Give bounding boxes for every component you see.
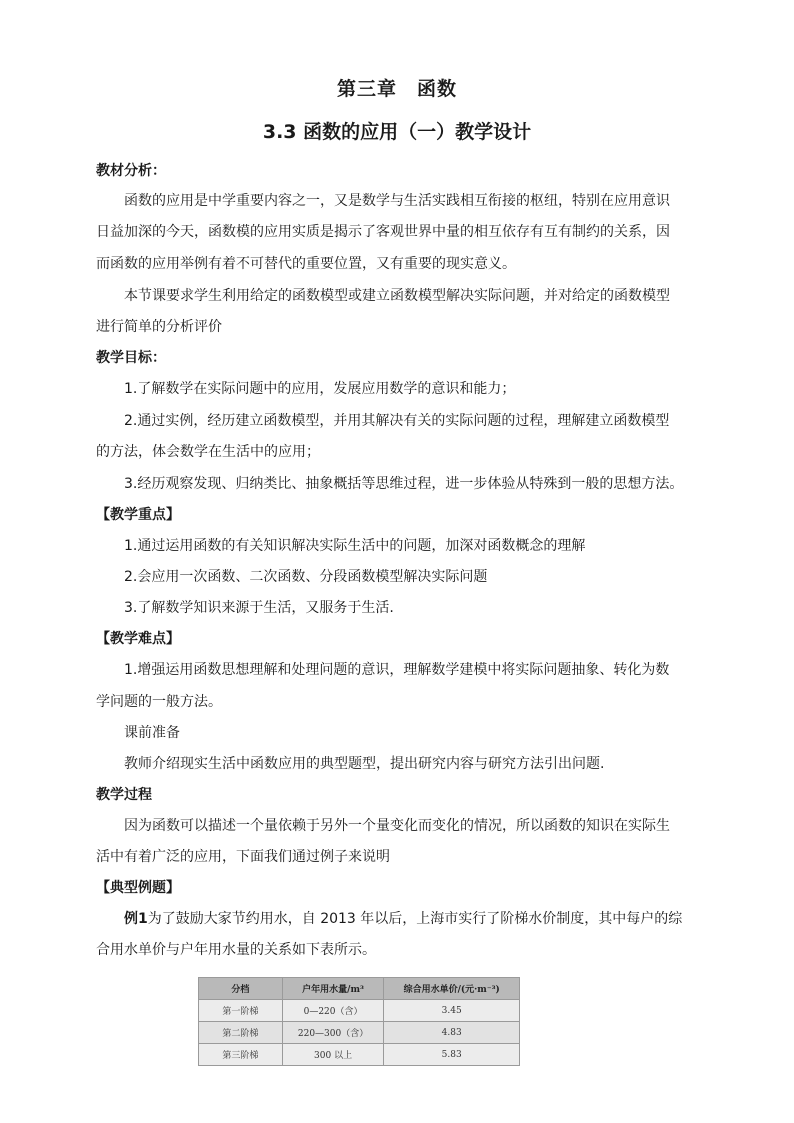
section-heading-key-points: 【教学重点】	[96, 507, 180, 523]
paragraph-line: 函数的应用是中学重要内容之一，又是数学与生活实践相互衔接的枢纽，特别在应用意识	[124, 193, 670, 209]
table-cell: 220—300（含）	[282, 1022, 384, 1044]
section-heading-examples: 【典型例题】	[96, 880, 180, 896]
goal-item: 2.通过实例，经历建立函数模型，并用其解决有关的实际问题的过程，理解建立函数模型	[124, 413, 670, 429]
preparation-heading: 课前准备	[124, 725, 180, 741]
lesson-title: 3.3 函数的应用（一）教学设计	[262, 121, 532, 143]
table-header-cell: 分档	[199, 978, 283, 1000]
table-header-cell: 户年用水量/m³	[282, 978, 384, 1000]
table-cell: 300 以上	[282, 1044, 384, 1066]
water-price-table	[198, 977, 520, 1066]
paragraph-line: 日益加深的今天，函数模的应用实质是揭示了客观世界中量的相互依存有互有制约的关系，因	[96, 224, 670, 240]
paragraph-line: 因为函数可以描述一个量依赖于另外一个量变化而变化的情况，所以函数的知识在实际生	[124, 818, 670, 834]
paragraph-line: 而函数的应用举例有着不可替代的重要位置，又有重要的现实意义。	[96, 256, 516, 272]
chapter-title: 第三章 函数	[336, 78, 457, 100]
section-heading-material: 教材分析：	[96, 163, 166, 179]
key-point-item: 3.了解数学知识来源于生活，又服务于生活.	[124, 600, 394, 616]
example-label: 例1	[124, 911, 148, 927]
table-cell: 第二阶梯	[199, 1022, 283, 1044]
table-row	[199, 1000, 520, 1022]
table-cell: 4.83	[384, 1022, 520, 1044]
key-point-item: 1.通过运用函数的有关知识解决实际生活中的问题，加深对函数概念的理解	[124, 538, 586, 554]
paragraph-line: 本节课要求学生利用给定的函数模型或建立函数模型解决实际问题，并对给定的函数模型	[124, 288, 670, 304]
table-row	[199, 1022, 520, 1044]
table-header-cell: 综合用水单价/(元·m⁻³)	[384, 978, 520, 1000]
key-point-item: 2.会应用一次函数、二次函数、分段函数模型解决实际问题	[124, 569, 488, 585]
table-cell: 5.83	[384, 1044, 520, 1066]
goal-item-continued: 的方法，体会数学在生活中的应用；	[96, 444, 320, 460]
table-cell: 3.45	[384, 1000, 520, 1022]
section-heading-difficulties: 【教学难点】	[96, 631, 180, 647]
table-cell: 第三阶梯	[199, 1044, 283, 1066]
preparation-text: 教师介绍现实生活中函数应用的典型题型，提出研究内容与研究方法引出问题.	[124, 756, 605, 772]
difficulty-item-continued: 学问题的一般方法。	[96, 694, 222, 710]
table-cell: 第一阶梯	[199, 1000, 283, 1022]
goal-item: 1.了解数学在实际问题中的应用，发展应用数学的意识和能力；	[124, 381, 516, 397]
example-line	[124, 909, 682, 929]
goal-item: 3.经历观察发现、归纳类比、抽象概括等思维过程，进一步体验从特殊到一般的思想方法。	[124, 476, 684, 492]
section-heading-process: 教学过程	[96, 787, 152, 803]
difficulty-item: 1.增强运用函数思想理解和处理问题的意识，理解数学建模中将实际问题抽象、转化为数	[124, 662, 670, 678]
paragraph-line: 活中有着广泛的应用，下面我们通过例子来说明	[96, 849, 390, 865]
table-row	[199, 1044, 520, 1066]
paragraph-line: 进行简单的分析评价	[96, 319, 222, 335]
table-cell: 0—220（含）	[282, 1000, 384, 1022]
table-header-row	[199, 978, 520, 1000]
example-line-continued: 合用水单价与户年用水量的关系如下表所示。	[96, 942, 376, 958]
section-heading-goals: 教学目标：	[96, 350, 166, 366]
example-text: 为了鼓励大家节约用水，自 2013 年以后，上海市实行了阶梯水价制度，其中每户的综	[147, 911, 683, 927]
